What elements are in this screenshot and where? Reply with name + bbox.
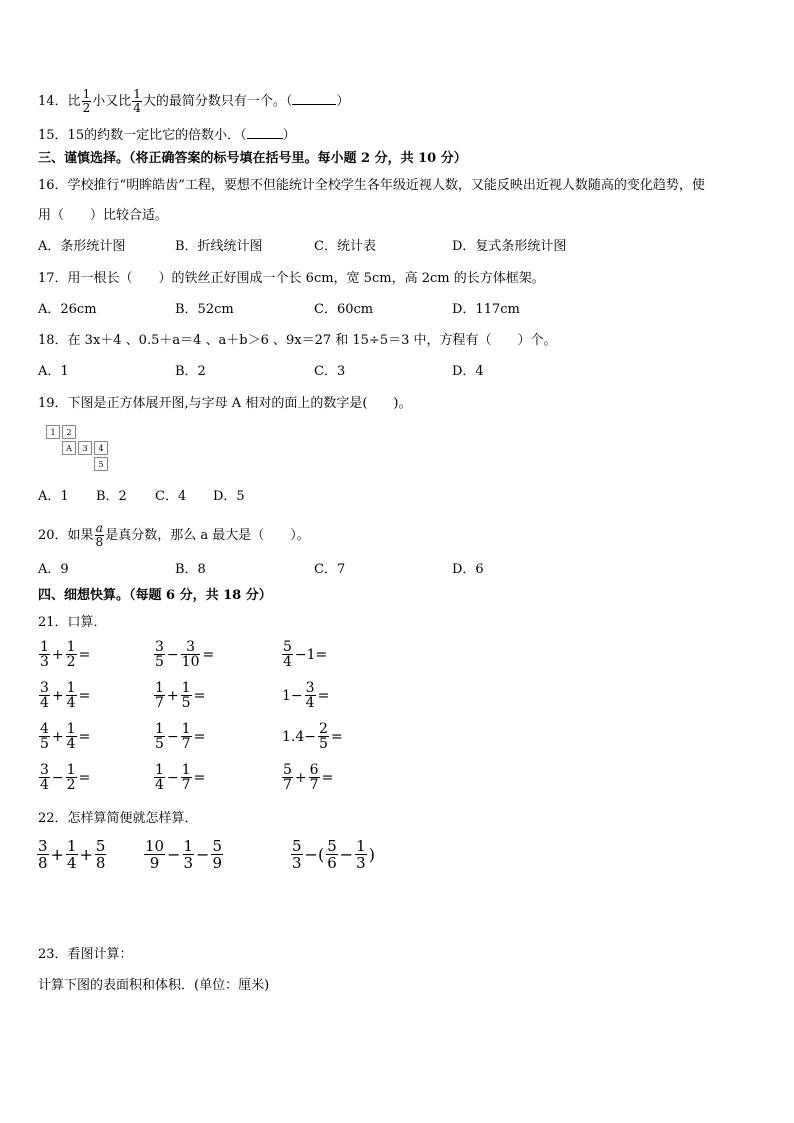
calc-item: $\frac{5}{4}$ −1=: [283, 639, 328, 670]
q14-text-3: 大的最简分数只有一个。（: [142, 94, 293, 109]
fraction-numerator: a: [95, 521, 103, 535]
question-23-title: 23．看图计算：: [38, 947, 133, 962]
q14-text-1: 比: [67, 94, 81, 109]
q14-number: 14．: [38, 94, 68, 109]
net-face-1: 1: [46, 425, 60, 439]
q17-option-b[interactable]: B．52cm: [175, 302, 234, 317]
calc-item: 1− $\frac{3}{4}$ =: [282, 680, 330, 711]
calc-item: $\frac{1}{7}$ + $\frac{1}{5}$ =: [155, 680, 206, 711]
calc-item: $\frac{4}{5}$ + $\frac{1}{4}$ =: [40, 721, 91, 752]
q16-option-c[interactable]: C．统计表: [314, 239, 376, 254]
q16-option-d[interactable]: D．复式条形统计图: [452, 239, 567, 254]
fraction-denominator: 2: [82, 101, 91, 115]
q18-option-c[interactable]: C．3: [314, 364, 346, 379]
question-22-title: 22．怎样算简便就怎样算．: [38, 811, 198, 826]
net-face-3: 3: [78, 441, 92, 455]
q20-option-b[interactable]: B．8: [175, 562, 206, 577]
calc-item: 1.4− $\frac{2}{5}$ =: [282, 721, 343, 752]
q20-text-2: 是真分数，那么 a 最大是（ ）。: [105, 528, 310, 543]
section-4-heading: 四、细想快算。（每题 6 分，共 18 分）: [38, 588, 272, 603]
q19-option-a[interactable]: A．1: [38, 489, 69, 504]
question-15: [38, 125, 296, 145]
net-face-5: 5: [94, 457, 108, 471]
section-3-heading: 三、谨慎选择。（将正确答案的标号填在括号里。每小题 2 分，共 10 分）: [38, 151, 467, 166]
q14-text-4: ）: [336, 94, 350, 109]
calc-item: $\frac{3}{4}$ − $\frac{1}{2}$ =: [40, 762, 91, 793]
net-face-a: A: [62, 441, 76, 455]
question-23-subtitle: 计算下图的表面积和体积．(单位：厘米): [38, 978, 270, 993]
q17-option-c[interactable]: C．60cm: [314, 302, 374, 317]
calc-item: $\frac{3}{4}$ + $\frac{1}{4}$ =: [40, 680, 91, 711]
fraction-numerator: 1: [133, 87, 141, 101]
question-21-title: 21．口算．: [38, 615, 107, 630]
q17-option-a[interactable]: A．26cm: [38, 302, 97, 317]
net-face-2: 2: [62, 425, 76, 439]
q18-option-a[interactable]: A．1: [38, 364, 69, 379]
question-19: 19．下图是正方体展开图,与字母 A 相对的面上的数字是( )。: [38, 396, 412, 411]
calc-item: $\frac{1}{5}$ − $\frac{1}{7}$ =: [155, 721, 206, 752]
q20-option-c[interactable]: C．7: [314, 562, 346, 577]
q15-close: ）: [282, 128, 296, 143]
q16-option-b[interactable]: B．折线统计图: [175, 239, 263, 254]
fraction-denominator: 4: [133, 101, 141, 115]
q18-option-b[interactable]: B．2: [175, 364, 206, 379]
question-14: [38, 88, 349, 115]
fraction-denominator: 8: [95, 535, 104, 549]
question-20: [38, 522, 310, 549]
calc-item: $\frac{5}{7}$ + $\frac{6}{7}$ =: [283, 762, 334, 793]
q15-answer-blank[interactable]: [247, 125, 283, 139]
question-16-line-1: 16．学校推行“明眸皓齿”工程，要想不但能统计全校学生各年级近视人数，又能反映出近视人数随高的变化趋势，使: [38, 178, 705, 193]
q19-option-b[interactable]: B．2: [96, 489, 127, 504]
q20-option-d[interactable]: D．6: [452, 562, 484, 577]
q19-option-c[interactable]: C．4: [155, 489, 187, 504]
q20-text-1: 20．如果: [38, 528, 94, 543]
q14-fraction-1: [82, 88, 92, 115]
question-17: 17．用一根长（ ）的铁丝正好围成一个长 6cm，宽 5cm，高 2cm 的长方体框架。: [38, 271, 545, 286]
q17-option-d[interactable]: D．117cm: [452, 302, 520, 317]
question-16-line-2: 用（ ）比较合适。: [38, 208, 169, 223]
q19-option-d[interactable]: D．5: [213, 489, 245, 504]
q14-text-2: 小又比: [92, 94, 132, 109]
q20-fraction: [95, 522, 105, 549]
net-face-4: 4: [94, 441, 108, 455]
q20-option-a[interactable]: A．9: [38, 562, 69, 577]
q14-fraction-2: [132, 88, 142, 115]
q16-option-a[interactable]: A．条形统计图: [38, 239, 126, 254]
simplify-item: $\frac{10}{9}$ − $\frac{1}{3}$ − $\frac{5}{9}$: [145, 837, 222, 872]
simplify-item: $\frac{5}{3}$ −( $\frac{5}{6}$ − $\frac{1}{3}$ ): [292, 837, 375, 872]
q18-option-d[interactable]: D．4: [452, 364, 484, 379]
q15-text: 15．15的约数一定比它的倍数小．（: [38, 128, 247, 143]
simplify-item: $\frac{3}{8}$ + $\frac{1}{4}$ + $\frac{5}{8}$: [38, 837, 106, 872]
calc-item: $\frac{1}{3}$ + $\frac{1}{2}$ =: [40, 639, 91, 670]
q14-answer-blank[interactable]: [292, 91, 336, 105]
fraction-numerator: 1: [82, 87, 91, 101]
calc-item: $\frac{1}{4}$ − $\frac{1}{7}$ =: [155, 762, 206, 793]
question-18: 18．在 3x＋4 、0.5＋a＝4 、a＋b＞6 、9x＝27 和 15÷5＝3 中，方程有（ ）个。: [38, 333, 557, 348]
calc-item: $\frac{3}{5}$ − $\frac{3}{10}$ =: [155, 639, 215, 670]
